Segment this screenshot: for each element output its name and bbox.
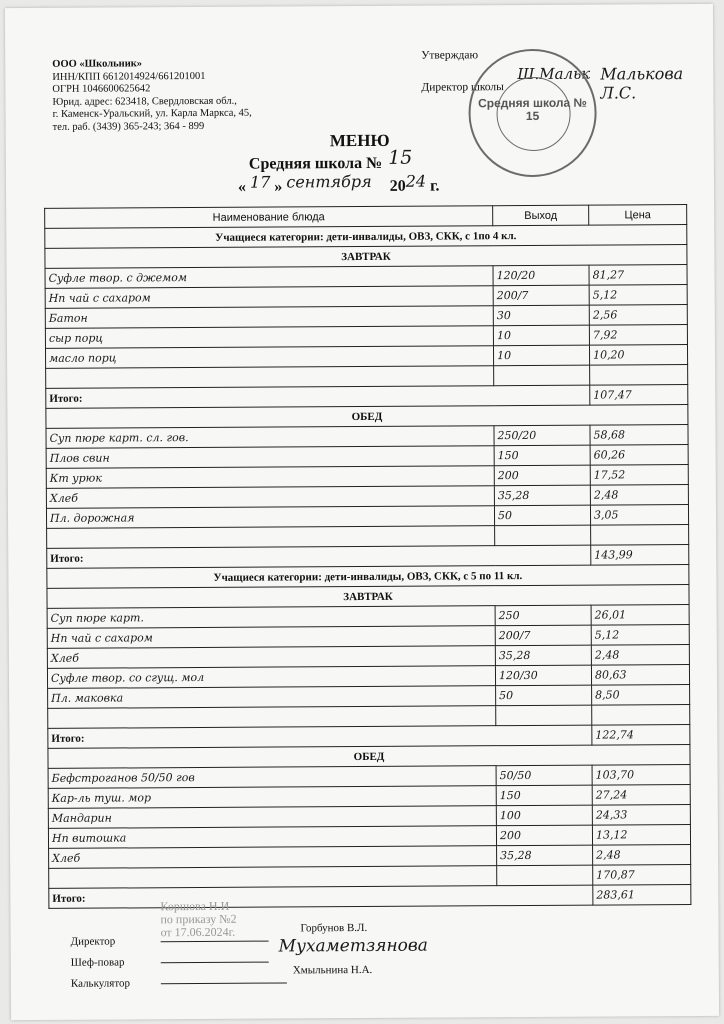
director-school-label: Директор школы [421, 81, 504, 94]
dish-price [590, 365, 688, 386]
org-address-1: Юрид. адрес: 623418, Свердловская обл., [52, 95, 237, 108]
org-inn: ИНН/КПП 6612014924/661201001 [52, 70, 206, 83]
dish-price: 26,01 [591, 605, 689, 626]
dish-name: сыр порц [45, 326, 493, 349]
dish-output: 30 [493, 305, 589, 326]
total-label: Итого: [49, 885, 593, 908]
dish-output: 250/20 [494, 425, 590, 446]
dish-output: 50/50 [496, 765, 592, 786]
chef-label: Шеф-повар [70, 956, 125, 969]
signatures-block [71, 931, 130, 994]
dish-output: 200 [494, 465, 590, 486]
meal-label: ЗАВТРАК [47, 585, 689, 609]
dish-price: 17,52 [590, 465, 688, 486]
dish-price: 27,24 [592, 785, 690, 806]
dish-price: 81,27 [589, 265, 687, 286]
dish-name: Бефстроганов 50/50 гов [48, 766, 496, 789]
category-label: Учащиеся категории: дети-инвалиды, ОВЗ, СКК, с 1по 4 кл. [45, 225, 687, 249]
date-year-prefix: 20 [389, 177, 406, 195]
dish-output: 10 [493, 325, 589, 346]
dish-output [496, 705, 592, 726]
dish-price: 2,48 [591, 645, 689, 666]
calculator-sign-name: Хмыльнина Н.А. [292, 963, 373, 977]
col-price-header: Цена [589, 205, 687, 226]
date-quote-close: » [274, 178, 283, 196]
dish-price: 58,68 [590, 425, 688, 446]
dish-output: 120/30 [495, 665, 591, 686]
dish-output: 50 [496, 685, 592, 706]
total-value: 107,47 [590, 385, 688, 406]
dish-name: Нп чай с сахаром [47, 626, 495, 649]
dish-name: Суфле твор. со сгущ. мол [47, 666, 495, 689]
total-label: Итого: [47, 545, 591, 568]
subtitle-label: Средняя школа № [248, 154, 383, 173]
dish-name: Кар-ль туш. мор [48, 786, 496, 809]
dish-name: Пл. дорожная [46, 506, 494, 529]
dish-output: 200/7 [493, 285, 589, 306]
dish-output: 50 [494, 505, 590, 526]
dish-name: Нп чай с сахаром [45, 286, 493, 309]
dish-output: 150 [496, 785, 592, 806]
menu-table [44, 204, 691, 909]
date-day: 17 [249, 172, 271, 192]
dish-name [46, 366, 494, 389]
dish-price: 3,05 [590, 505, 688, 526]
dish-output: 200/7 [495, 625, 591, 646]
date-year-suffix: 24 [405, 171, 427, 191]
school-seal-stamp [468, 49, 597, 178]
date-year-end: г. [430, 177, 440, 195]
total-label: Итого: [46, 385, 590, 408]
total-row [49, 884, 691, 908]
school-number: 15 [388, 146, 413, 169]
dish-price: 103,70 [592, 765, 690, 786]
dish-name: Суп пюре карт. сл. гов. [46, 426, 494, 449]
dish-name: Плов свин [46, 446, 494, 469]
dish-output: 100 [496, 805, 592, 826]
director-sign-line [161, 929, 269, 943]
chef-sign-line [161, 950, 269, 964]
dish-output: 120/20 [493, 265, 589, 286]
org-name: ООО «Школьник» [52, 58, 143, 70]
date-month: сентября [286, 171, 372, 192]
dish-output: 35,28 [495, 645, 591, 666]
director-sign-name: Горбунов В.Л. [300, 921, 368, 935]
dish-output: 200 [496, 825, 592, 846]
director-signature: Ш.Мальк [517, 64, 591, 84]
dish-output: 35,28 [494, 485, 590, 506]
dish-price: 170,87 [593, 864, 691, 885]
dish-price: 2,56 [589, 305, 687, 326]
total-value: 283,61 [593, 884, 691, 905]
dish-name: Кт урюк [46, 466, 494, 489]
menu-date [237, 171, 440, 197]
dish-price: 2,48 [593, 844, 691, 865]
dish-name: Нп витошка [48, 826, 496, 849]
col-output-header: Выход [493, 205, 589, 226]
dish-name: Пл. маковка [48, 686, 496, 709]
col-dish-header: Наименование блюда [45, 206, 493, 229]
dish-output: 35,28 [497, 845, 593, 866]
school-subtitle [248, 146, 413, 174]
meal-label: ОБЕД [48, 745, 690, 769]
organization-details [52, 58, 252, 135]
dish-price: 2,48 [590, 485, 688, 506]
menu-document [5, 4, 719, 1020]
dish-output [497, 865, 593, 886]
director-name-handwritten: Малькова Л.С. [600, 64, 684, 103]
dish-name: Суфле твор. с джемом [45, 266, 493, 289]
dish-name: Мандарин [48, 806, 496, 829]
total-label: Итого: [48, 725, 592, 748]
dish-name: масло порц [45, 346, 493, 369]
faint-line: от 17.06.2024г. [160, 924, 236, 940]
dish-name: Суп пюре карт. [47, 606, 495, 629]
org-phone: тел. раб. (3439) 365-243; 364 - 899 [52, 120, 205, 133]
dish-output [495, 525, 591, 546]
total-value: 122,74 [592, 725, 690, 746]
org-ogrn: ОГРН 1046600625642 [52, 83, 151, 96]
dish-name: Хлеб [46, 486, 494, 509]
dish-output: 250 [495, 605, 591, 626]
dish-price: 7,92 [589, 325, 687, 346]
page-title: МЕНЮ [329, 130, 390, 151]
dish-output [494, 365, 590, 386]
dish-name: Батон [45, 306, 493, 329]
dish-name [47, 526, 495, 549]
dish-price: 10,20 [589, 345, 687, 366]
date-quote-open: « [237, 178, 247, 196]
dish-output: 150 [494, 445, 590, 466]
dish-price: 24,33 [592, 805, 690, 826]
calculator-sign-line [161, 970, 287, 984]
total-value: 143,99 [591, 545, 689, 566]
org-address-2: г. Каменск-Уральский, ул. Карла Маркса, 45, [52, 108, 252, 121]
dish-name [48, 706, 496, 729]
dish-price: 80,63 [591, 665, 689, 686]
dish-name: Хлеб [47, 646, 495, 669]
dish-name [49, 866, 497, 889]
dish-price [591, 525, 689, 546]
director-label: Директор [70, 935, 116, 948]
faint-line: Коршова Н.И [160, 898, 230, 914]
dish-price: 5,12 [589, 285, 687, 306]
approve-label: Утверждаю [421, 49, 479, 62]
seal-text: Средняя школа № 15 [478, 95, 587, 123]
dish-price: 5,12 [591, 625, 689, 646]
meal-label: ЗАВТРАК [45, 245, 687, 269]
dish-output: 10 [493, 345, 589, 366]
calculator-label: Калькулятор [70, 977, 131, 990]
dish-price: 13,12 [592, 824, 690, 845]
category-label: Учащиеся категории: дети-инвалиды, ОВЗ, СКК, с 5 по 11 кл. [47, 565, 689, 589]
dish-price: 8,50 [592, 685, 690, 706]
dish-name: Хлеб [49, 846, 497, 869]
faint-line: по приказу №2 [160, 911, 237, 927]
dish-price: 60,26 [590, 445, 688, 466]
meal-label: ОБЕД [46, 405, 688, 429]
dish-price [592, 705, 690, 726]
chef-sign-name: Мухаметзянова [278, 935, 428, 957]
